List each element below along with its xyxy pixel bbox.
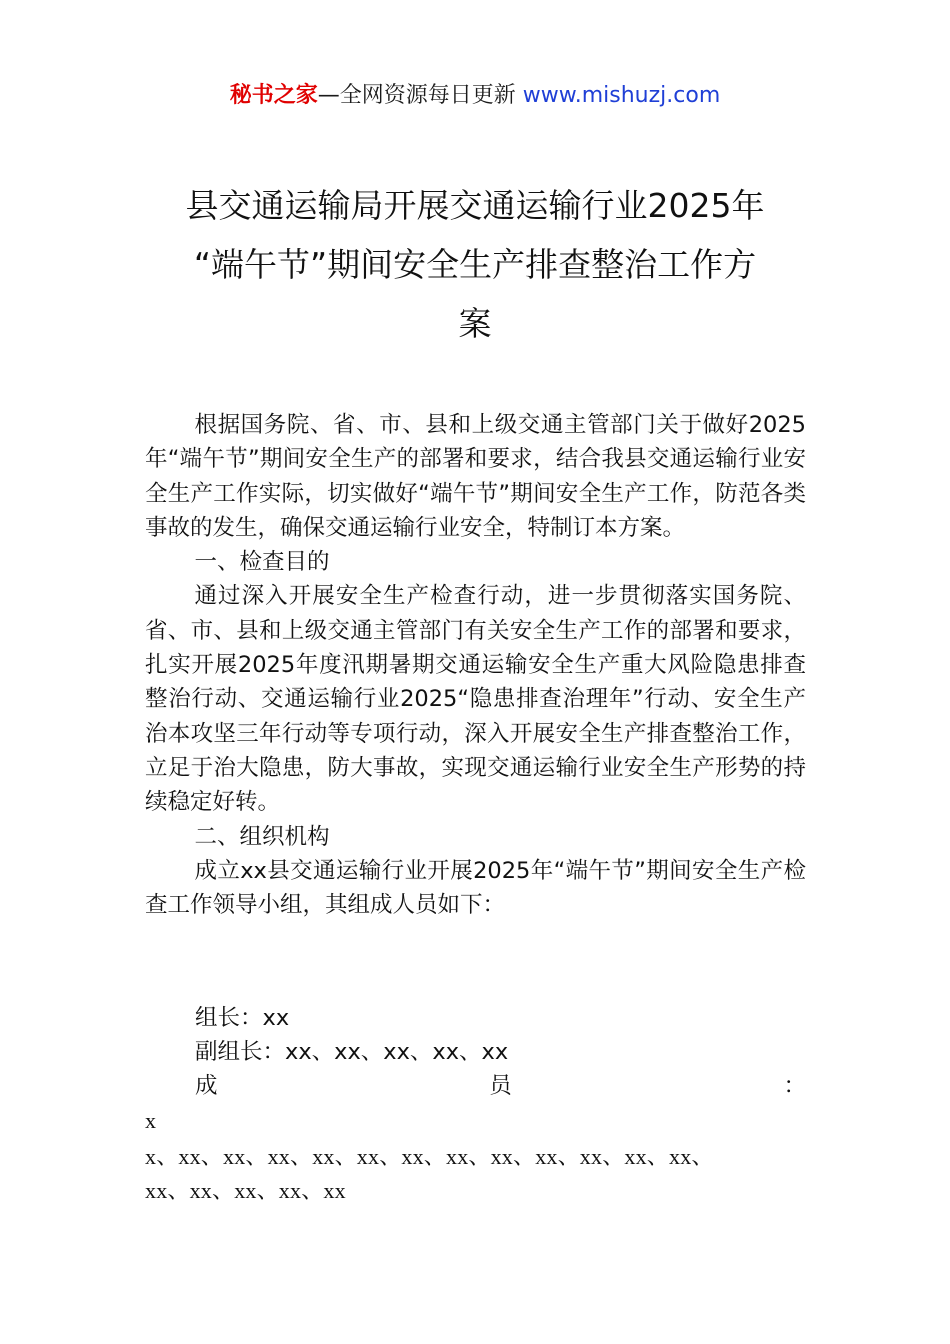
site-brand: 秘书之家 <box>229 83 318 108</box>
section-1-heading: 一、检查目的 <box>194 549 330 576</box>
section-2-heading: 二、组织机构 <box>194 823 330 850</box>
document-body <box>145 408 806 922</box>
members-line-x: x <box>145 1108 157 1133</box>
members-label-line <box>145 1069 806 1103</box>
intro-paragraph: 根据国务院、省、市、县和上级交通主管部门关于做好2025年“端午节”期间安全生产的部署和要求，结合我县交通运输行业安全生产工作实际，切实做好“端午节”期间安全生产工作，防范各类事故的发生，确保交通运输行业安全，特制订本方案。 <box>145 412 806 541</box>
header-slogan: 全网资源每日更新 <box>339 83 523 108</box>
members-label-char-2: 员 <box>489 1073 512 1099</box>
document-title <box>140 176 810 353</box>
members-label-char-1: 成 <box>195 1073 218 1099</box>
section-2-paragraph: 成立xx县交通运输行业开展2025年“端午节”期间安全生产检查工作领导小组，其组成人员如下： <box>145 857 806 919</box>
members-list-line-1: x、xx、xx、xx、xx、xx、xx、xx、xx、xx、xx、xx、xx、 <box>145 1144 714 1169</box>
header-dash: — <box>317 83 340 108</box>
members-label-colon: ： <box>783 1073 806 1099</box>
title-line-3: 案 <box>458 304 492 343</box>
members-list-line-2: xx、xx、xx、xx、xx <box>145 1178 346 1203</box>
title-line-1: 县交通运输局开展交通运输行业2025年 <box>185 186 765 225</box>
section-1-paragraph: 通过深入开展安全生产检查行动，进一步贯彻落实国务院、省、市、县和上级交通主管部门有关安全生产工作的部署和要求，扎实开展2025年度汛期暑期交通运输安全生产重大风险隐患排查整治行动、交通运输行业2025“隐患排查治理年”行动、安全生产治本攻坚三年行动等专项行动，深入开展安全生产排查整治工作，立足于治大隐患，防大事故，实现交通运输行业安全生产形势的持续稳定好转。 <box>145 583 806 816</box>
site-url-link[interactable]: www.mishuzj.com <box>522 83 721 108</box>
leader-line: 组长：xx <box>195 1005 290 1031</box>
deputy-leader-line: 副组长：xx、xx、xx、xx、xx <box>195 1039 509 1065</box>
title-line-2: “端午节”期间安全生产排查整治工作方 <box>193 245 757 284</box>
site-header <box>0 80 950 112</box>
